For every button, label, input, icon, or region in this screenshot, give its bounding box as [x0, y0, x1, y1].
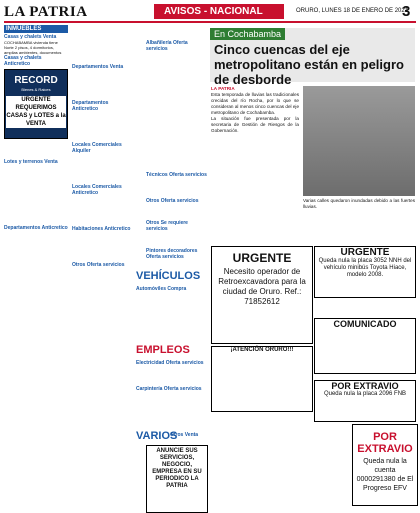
promo-ad: ANUNCIE SUS SERVICIOS, NEGOCIO, EMPRESA EN SU PERIODICO LA PATRIA: [146, 445, 208, 513]
category-empleos: EMPLEOS: [136, 344, 190, 356]
section-label: AVISOS - NACIONAL: [154, 4, 284, 19]
subcategory: Pintores decoradores Oferta servicios: [146, 248, 198, 260]
various-list: [170, 432, 210, 438]
subcategory: Albañilería Oferta servicios: [146, 40, 188, 52]
ad-urgent: URGENTE REQUERIMOS CASAS y LOTES a la VENTA: [6, 97, 66, 127]
article-source: LA PATRIA: [211, 86, 235, 91]
photo-caption: Varias calles quedaron inundadas debido a las fuertes lluvias.: [303, 198, 415, 209]
ad-title: URGENTE: [340, 247, 390, 258]
subcategory: Electricidad Oferta servicios: [136, 360, 204, 366]
subcategory: Carpintería Oferta servicios: [136, 386, 202, 392]
classifieds-column-2: [72, 24, 134, 268]
ad-text: Queda nula la cuenta 0000291380 de El Progreso EFV: [356, 458, 414, 492]
article-headline: Cinco cuencas del eje metropolitano están en peligro de desborde: [214, 42, 404, 87]
extravio-ad-2: [352, 424, 418, 506]
classified-text: COCHABAMBA vivienda tiene Norte 2 pisos, 4 dormitorios, amplias ambientes, documentos: [4, 40, 62, 55]
vehicles-list: [136, 286, 208, 292]
newspaper-logo: LA PATRIA: [4, 4, 88, 20]
ad-subtitle: Bienes & Raices: [21, 87, 51, 92]
category-vehiculos: VEHÍCULOS: [136, 270, 201, 282]
jobs-list: [136, 360, 208, 392]
subcategory: Casas y chalets Venta: [4, 34, 57, 40]
ad-text: Queda nula la placa 2096 FNB: [323, 391, 407, 397]
ad-text: Necesito operador de Retroexcavadora para la ciudad de Oruro. Ref.: 71852612: [218, 267, 306, 306]
page-date: ORURO, LUNES 18 DE ENERO DE 2021: [296, 8, 409, 14]
subcategory: Otros Oferta servicios: [146, 198, 199, 204]
category-inmuebles: INMUEBLES: [4, 25, 68, 33]
subcategory: Casas y chalets Anticretico: [4, 55, 42, 67]
article-header: [210, 28, 415, 87]
ad-title: ¡ATENCIÓN ORURO!!!: [230, 347, 294, 353]
article-paragraph: Esta temporada de lluvias las tradicionales crecidas del río Rocha, por lo que se consideran al menos cinco cuencas del eje metropolitano de Cochabamba.: [211, 92, 299, 115]
subcategory: Locales Comerciales Anticretico: [72, 184, 122, 196]
classifieds-column-1: [4, 24, 68, 231]
atencion-ad: [211, 346, 313, 412]
subcategory: Departamentos Venta: [72, 64, 124, 70]
subcategory: Departamentos Anticretico: [4, 225, 68, 231]
article-photo: [303, 86, 415, 196]
article-body: [211, 86, 299, 134]
ad-title: COMUNICADO: [333, 319, 397, 329]
ad-title: POR EXTRAVIO: [357, 431, 413, 455]
record-ad: [4, 69, 68, 139]
category-varios: VARIOS: [136, 430, 178, 442]
article-paragraph: La situación fue presentada por la secretaria de Gestión de Riesgos de la Gobernación.: [211, 116, 299, 133]
urgent-ad-2: [314, 246, 416, 298]
ad-title: POR EXTRAVIO: [331, 381, 399, 391]
subcategory: Otros Oferta servicios: [72, 262, 125, 268]
article-kicker: En Cochabamba: [210, 28, 285, 40]
ad-title: RECORD: [14, 75, 58, 86]
page-number: 3: [402, 3, 411, 20]
subcategory: Lotes y terrenos Venta: [4, 159, 58, 165]
subcategory: Departamentos Anticretico: [72, 100, 109, 112]
classifieds-column-3: [146, 40, 208, 260]
subcategory: Locales Comerciales Alquiler: [72, 142, 122, 154]
extravio-ad-1: [314, 380, 416, 422]
subcategory: Técnicos Oferta servicios: [146, 172, 207, 178]
subcategory: Habitaciones Anticretico: [72, 226, 131, 232]
ad-title: URGENTE: [232, 251, 292, 265]
subcategory: Automóviles Compra: [136, 286, 187, 292]
subcategory: Otros Venta: [170, 432, 199, 438]
comunicado-ad: [314, 318, 416, 374]
urgent-ad-1: [211, 246, 313, 344]
subcategory: Otros Se requiere servicios: [146, 220, 188, 232]
page-header: [4, 4, 416, 23]
ad-text: Queda nula la placa 3052 NNH del vehículo minibús Toyota Hiace, modelo 2008.: [318, 258, 412, 278]
